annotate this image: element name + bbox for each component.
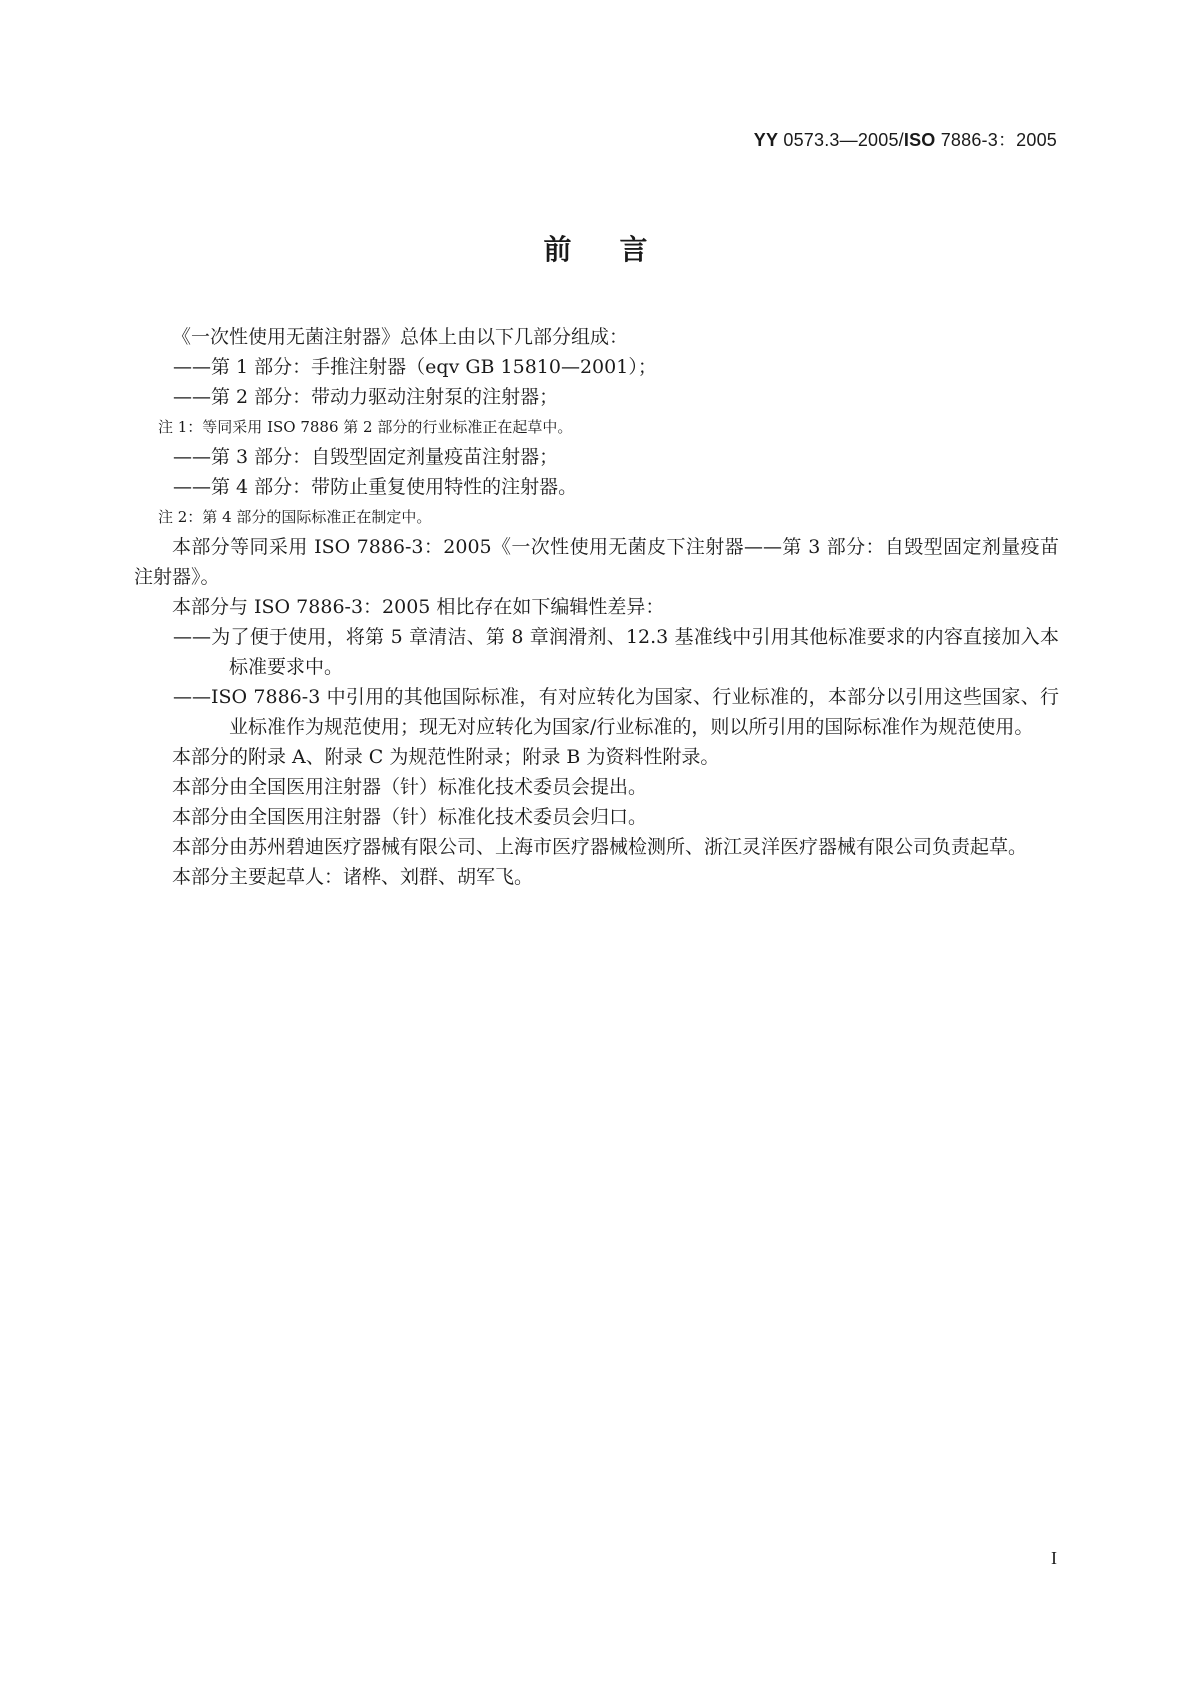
foreword-body — [134, 322, 1059, 892]
list-item-difference-2: ——ISO 7886-3 中引用的其他国际标准，有对应转化为国家、行业标准的，本部分以引用这些国家、行业标准作为规范使用；现无对应转化为国家/行业标准的，则以所引用的国际标准作为规范使用。 — [173, 686, 1059, 738]
list-item-part-2: ——第 2 部分：带动力驱动注射泵的注射器； — [173, 386, 559, 408]
paragraph-equivalence: 本部分等同采用 ISO 7886-3：2005《一次性使用无菌皮下注射器——第 3 部分：自毁型固定剂量疫苗注射器》。 — [134, 536, 1059, 588]
list-item-difference-1: ——为了便于使用，将第 5 章清洁、第 8 章润滑剂、12.3 基准线中引用其他标准要求的内容直接加入本标准要求中。 — [173, 626, 1059, 678]
paragraph-differences: 本部分与 ISO 7886-3：2005 相比存在如下编辑性差异： — [172, 596, 665, 618]
paragraph-drafted-by: 本部分由苏州碧迪医疗器械有限公司、上海市医疗器械检测所、浙江灵洋医疗器械有限公司负责起草。 — [172, 836, 1028, 858]
standard-code-yy: 0573.3—2005/ — [778, 130, 904, 150]
note-2: 注 2：第 4 部分的国际标准正在制定中。 — [158, 508, 432, 526]
list-item-part-4: ——第 4 部分：带防止重复使用特性的注射器。 — [173, 476, 578, 498]
standard-code-iso: 7886-3：2005 — [935, 130, 1057, 150]
list-item-part-1: ——第 1 部分：手推注射器（eqv GB 15810—2001）； — [173, 356, 657, 378]
standard-prefix-iso: ISO — [903, 130, 936, 150]
paragraph-annexes: 本部分的附录 A、附录 C 为规范性附录；附录 B 为资料性附录。 — [172, 746, 720, 768]
paragraph-composition: 《一次性使用无菌注射器》总体上由以下几部分组成： — [172, 326, 629, 348]
list-item-part-3: ——第 3 部分：自毁型固定剂量疫苗注射器； — [173, 446, 559, 468]
paragraph-drafters: 本部分主要起草人：诸桦、刘群、胡军飞。 — [172, 866, 534, 888]
standard-number-header — [754, 126, 1057, 152]
note-1: 注 1：等同采用 ISO 7886 第 2 部分的行业标准正在起草中。 — [158, 418, 573, 436]
paragraph-proposed-by: 本部分由全国医用注射器（针）标准化技术委员会提出。 — [172, 776, 648, 798]
page-title: 前言 — [543, 233, 696, 266]
standard-prefix-yy: YY — [753, 130, 779, 150]
page-number: I — [1051, 1548, 1057, 1568]
paragraph-centralized-by: 本部分由全国医用注射器（针）标准化技术委员会归口。 — [172, 806, 648, 828]
